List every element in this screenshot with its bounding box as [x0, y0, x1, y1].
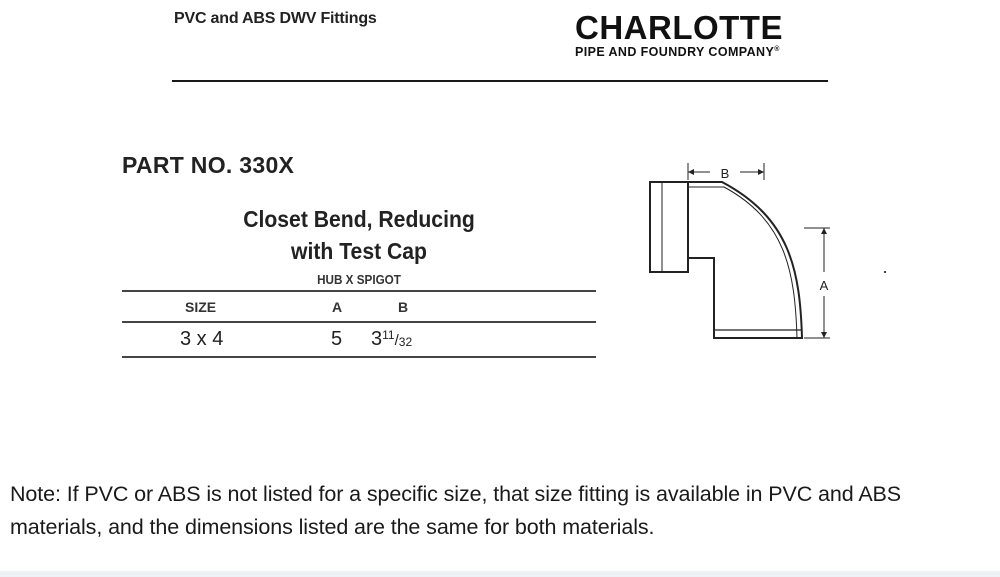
cell-b-numerator: 11 [382, 328, 395, 342]
column-header-b: B [398, 299, 409, 315]
table-top-rule [122, 290, 596, 292]
catalog-section-title: PVC and ABS DWV Fittings [174, 10, 377, 27]
fitting-drawing [640, 160, 840, 345]
dimension-a-label: A [819, 278, 829, 293]
column-header-size: SIZE [185, 299, 217, 315]
cell-size: 3 x 4 [180, 328, 224, 350]
cell-b: $3^{11}/32$ [371, 328, 413, 350]
registered-mark: ® [774, 45, 780, 53]
dimension-b-label: B [720, 166, 730, 181]
stray-dot [884, 271, 886, 273]
brand-subtitle: PIPE AND FOUNDRY COMPANY® [575, 45, 780, 59]
bend-body [688, 182, 802, 338]
product-name-line-2: with Test Cap [291, 238, 427, 264]
table-header-rule [122, 321, 596, 323]
cell-b-denominator: 32 [398, 335, 413, 349]
availability-note: Note: If PVC or ABS is not listed for a specific size, that size fitting is available in PVC and ABS materials, and the dimensions listed are the same for both materials. [10, 482, 902, 539]
brand-name: CHARLOTTE [575, 9, 783, 46]
table-bottom-rule [122, 356, 596, 358]
header-divider [172, 80, 828, 82]
cell-a: 5 [331, 328, 343, 350]
hub-socket [650, 182, 688, 272]
brand-logo [575, 10, 825, 59]
product-name-line-1: Closet Bend, Reducing [243, 206, 475, 232]
bottom-band [0, 571, 1000, 577]
connection-type: HUB X SPIGOT [317, 272, 401, 287]
part-number: PART NO. 330X [122, 152, 295, 178]
product-name [122, 203, 596, 267]
column-header-a: A [332, 299, 343, 315]
